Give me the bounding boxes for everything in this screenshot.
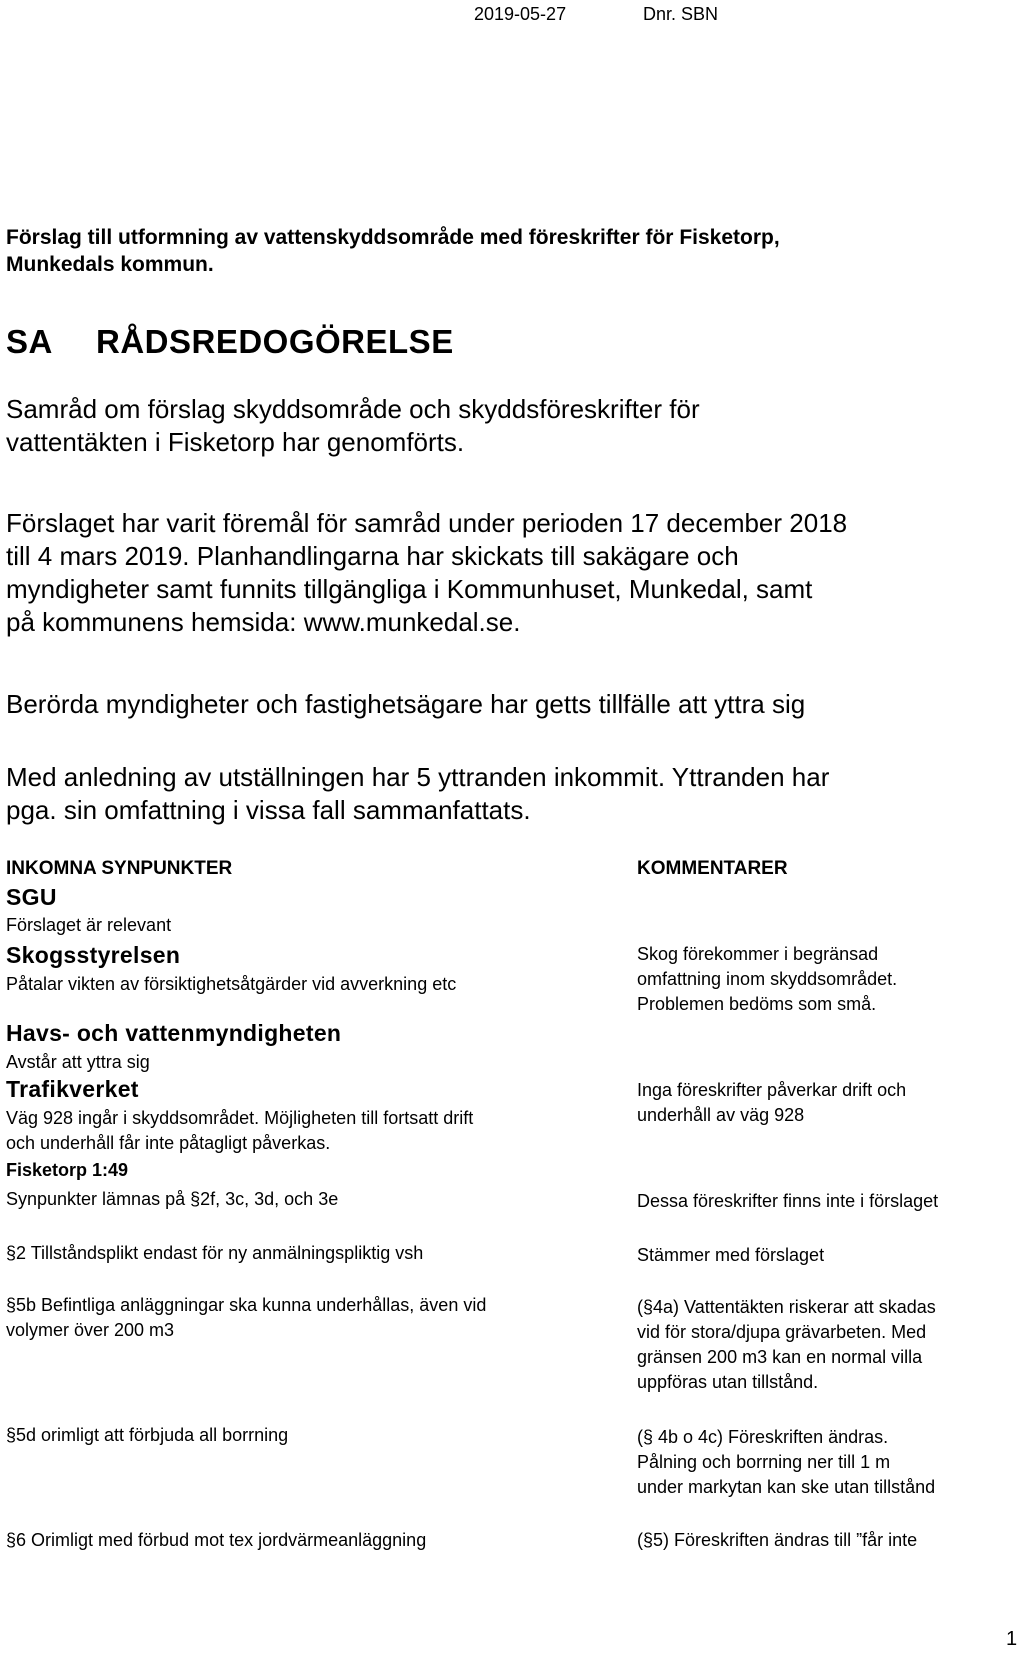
intro-paragraph [6, 393, 700, 459]
kommentar-line: Skog förekommer i begränsad [637, 944, 879, 964]
synpunkt-text: Synpunkter lämnas på §2f, 3c, 3d, och 3e [6, 1189, 339, 1209]
synpunkt-line: och underhåll får inte påtagligt påverkas. [6, 1133, 331, 1153]
kommentar-line: underhåll av väg 928 [637, 1105, 805, 1125]
kommentar-text: (§5) Föreskriften ändras till ”får inte [637, 1530, 918, 1550]
kommentar-line: under markytan kan ske utan tillstånd [637, 1477, 936, 1497]
kommentar-text: Stämmer med förslaget [637, 1245, 825, 1265]
header-date: 2019-05-27 [474, 4, 567, 24]
kommentar-text: Dessa föreskrifter finns inte i förslaget [637, 1191, 939, 1211]
synpunkt-line: §5b Befintliga anläggningar ska kunna underhållas, även vid [6, 1295, 487, 1315]
page-number: 1 [1006, 1628, 1018, 1650]
intro-paragraph [6, 507, 847, 639]
org-name-fisketorp: Fisketorp 1:49 [6, 1160, 129, 1180]
org-name-trafikverket: Trafikverket [6, 1076, 139, 1102]
kommentar-text [637, 1078, 906, 1128]
heading-part: SA [6, 323, 53, 360]
synpunkt-line: Väg 928 ingår i skyddsområdet. Möjligheten till fortsatt drift [6, 1108, 474, 1128]
document-title [6, 224, 780, 278]
paragraph-line: Berörda myndigheter och fastighetsägare har getts tillfälle att yttra sig [6, 689, 806, 719]
kommentar-line: (§4a) Vattentäkten riskerar att skadas [637, 1297, 936, 1317]
document-title-line: Munkedals kommun. [6, 253, 214, 276]
heading-part: RÅDSREDOGÖRELSE [96, 323, 454, 360]
org-name-skogsstyrelsen: Skogsstyrelsen [6, 942, 181, 968]
kommentar-line: Problemen bedöms som små. [637, 994, 877, 1014]
synpunkt-line: volymer över 200 m3 [6, 1320, 175, 1340]
org-name-sgu: SGU [6, 884, 57, 910]
paragraph-line: till 4 mars 2019. Planhandlingarna har skickats till sakägare och [6, 541, 739, 571]
intro-paragraph [6, 761, 829, 827]
paragraph-line: på kommunens hemsida: www.munkedal.se. [6, 607, 521, 637]
synpunkt-text: Påtalar vikten av försiktighetsåtgärder vid avverkning etc [6, 974, 457, 994]
kommentar-line: uppföras utan tillstånd. [637, 1372, 819, 1392]
paragraph-line: pga. sin omfattning i vissa fall sammanfattats. [6, 795, 531, 825]
synpunkt-text [6, 1106, 473, 1156]
kommentar-text [637, 942, 897, 1017]
header-dnr: Dnr. SBN [643, 4, 719, 24]
synpunkt-text [6, 1293, 486, 1343]
intro-paragraph [6, 688, 805, 721]
org-name-havs-och-vattenmyndigheten: Havs- och vattenmyndigheten [6, 1020, 342, 1046]
synpunkt-text: §2 Tillståndsplikt endast för ny anmälningspliktig vsh [6, 1243, 424, 1263]
kommentar-text [637, 1425, 935, 1500]
paragraph-line: vattentäkten i Fisketorp har genomförts. [6, 427, 465, 457]
kommentar-line: Inga föreskrifter påverkar drift och [637, 1080, 907, 1100]
paragraph-line: Förslaget har varit föremål för samråd under perioden 17 december 2018 [6, 508, 848, 538]
kommentar-line: vid för stora/djupa grävarbeten. Med [637, 1322, 927, 1342]
document-title-line: Förslag till utformning av vattenskyddsområde med föreskrifter för Fisketorp, [6, 226, 780, 249]
kommentar-line: omfattning inom skyddsområdet. [637, 969, 898, 989]
kommentar-line: (§ 4b o 4c) Föreskriften ändras. [637, 1427, 889, 1447]
synpunkt-text: Avstår att yttra sig [6, 1052, 150, 1072]
kommentar-line: Pålning och borrning ner till 1 m [637, 1452, 891, 1472]
synpunkt-text: §5d orimligt att förbjuda all borrning [6, 1425, 289, 1445]
column-header-synpunkter: INKOMNA SYNPUNKTER [6, 858, 233, 879]
column-header-kommentarer: KOMMENTARER [637, 858, 788, 879]
kommentar-text [637, 1295, 936, 1395]
paragraph-line: Med anledning av utställningen har 5 yttranden inkommit. Yttranden har [6, 762, 830, 792]
paragraph-line: Samråd om förslag skyddsområde och skyddsföreskrifter för [6, 394, 700, 424]
synpunkt-text: §6 Orimligt med förbud mot tex jordvärmeanläggning [6, 1530, 427, 1550]
page-heading [6, 323, 454, 361]
paragraph-line: myndigheter samt funnits tillgängliga i Kommunhuset, Munkedal, samt [6, 574, 813, 604]
synpunkt-text: Förslaget är relevant [6, 915, 172, 935]
kommentar-line: gränsen 200 m3 kan en normal villa [637, 1347, 923, 1367]
